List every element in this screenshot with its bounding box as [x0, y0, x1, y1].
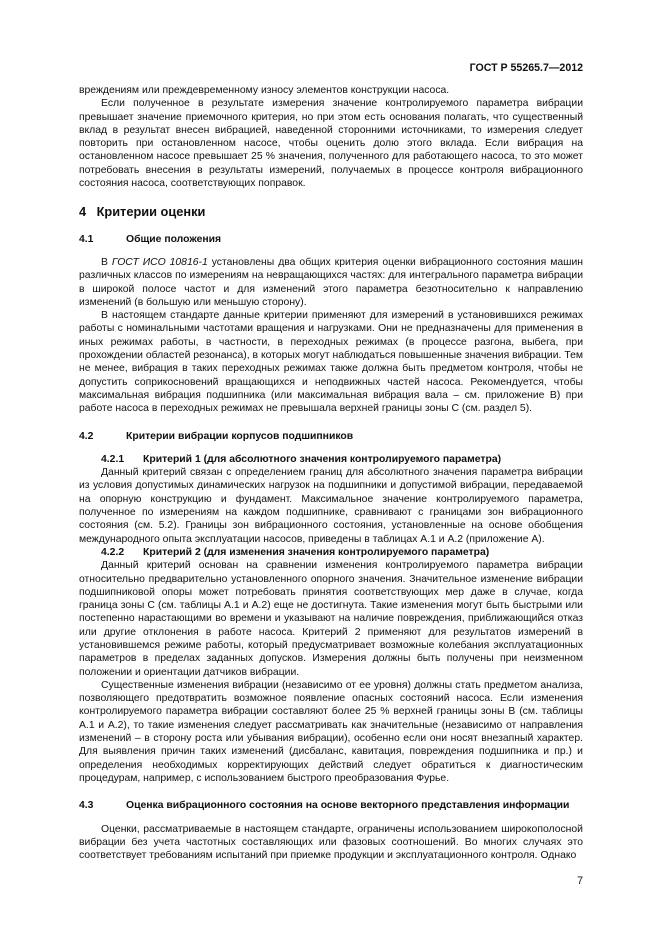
paragraph: вреждениям или преждевременному износу элементов конструкции насоса. — [79, 85, 450, 96]
paragraph: Существенные изменения вибрации (независимо от ее уровня) должны стать предметом анализа, позволяющего предотвратить возможное появление опасных состояний насоса. Если изменения контролируемого параметра вибрации составляют более 25 % верхней границы зоны В (см. таблицы А.1 и А.2), то такие изменения следует рассматривать как значительные (независимо от направления изменений – в сторону роста или убывания вибрации), особенно если они носят внезапный характер. Для выявления причин таких изменений (дисбаланс, кавитация, повреждения подшипника и пр.) и определения необходимых корректирующих действий следует обратиться к диагностическим процедурам, например, с использованием быстрого преобразования Фурье. — [79, 679, 583, 784]
section-number: 4 — [79, 204, 87, 220]
section-title: Общие положения — [126, 233, 222, 245]
section-heading-4 — [79, 205, 583, 218]
section-title: Оценка вибрационного состояния на основе векторного представления информации — [126, 800, 570, 812]
section-number: 4.2 — [79, 430, 94, 442]
subsection-heading-4-2 — [79, 430, 583, 443]
paragraph: Оценки, рассматриваемые в настоящем стандарте, ограничены использованием широкополосной вибрации без учета частотных составляющих или фазовых соотношений. Во многих случаях это соответствует требованиям испытаний при приемке продукции и эксплуатационного контроля. Однако — [79, 823, 583, 862]
paragraph: В ГОСТ ИСО 10816-1 установлены два общих критерия оценки вибрационного состояния машин различных классов по измерениям на невращающихся частях: для интегрального параметра вибрации в широкой полосе частот и для изменений этого параметра безотносительно к направлению изменений (в большую или меньшую сторону). — [79, 256, 583, 308]
subsection-heading-4-2-1 — [79, 453, 583, 466]
paragraph: Если полученное в результате измерения значение контролируемого параметра вибрации превышает значение приемочного критерия, но при этом есть основания полагать, что существенный вклад в результат внесен вибрацией, наведенной сторонними источниками, то измерения следует повторить при остановленном насосе, чтобы оценить долю этого вклада. Если вибрация на остановленном насосе превышает 25 % значения, полученного для работающего насоса, то это может потребовать внесения в результаты измерений, получаемых в процессе контроля вибрационного состояния насоса, соответствующих поправок. — [79, 98, 583, 190]
section-number: 4.2.2 — [101, 546, 125, 558]
subsection-heading-4-3 — [79, 799, 583, 812]
standard-reference: ГОСТ ИСО 10816-1 — [111, 256, 208, 268]
section-title: Критерии вибрации корпусов подшипников — [126, 430, 354, 442]
section-title: Критерии оценки — [96, 204, 206, 220]
page-number: 7 — [577, 875, 583, 887]
document-header: ГОСТ Р 55265.7—2012 — [469, 62, 583, 74]
paragraph: Данный критерий основан на сравнении изменения контролируемого параметра вибрации относительно предварительно установленного опорного значения. Значительное изменение вибрации подшипниковой опоры может потребовать принятия соответствующих мер даже в случае, когда граница зоны С (см. таблицы А.1 и А.2) еще не достигнута. Такие изменения могут быть быстрыми или постепенно нарастающими во времени и указывают на наличие повреждения, приближающийся отказ или другие отклонения в работе насоса. Критерий 2 применяют для результатов измерений в установившемся режиме работы, который предусматривает возможные колебания эксплуатационных параметров в пределах заданных допусков. Измерения должны быть получены при неизменном положении и ориентации датчиков вибрации. — [79, 560, 583, 678]
section-number: 4.2.1 — [101, 453, 125, 465]
section-number: 4.1 — [79, 233, 94, 245]
section-title: Критерий 1 (для абсолютного значения контролируемого параметра) — [143, 453, 502, 465]
section-number: 4.3 — [79, 800, 94, 812]
section-title: Критерий 2 (для изменения значения контролируемого параметра) — [143, 546, 490, 558]
paragraph: Данный критерий связан с определением границ для абсолютного значения параметра вибрации из условия допустимых динамических нагрузок на подшипники и допустимой вибрации, передаваемой на опорную конструкцию и фундамент. Максимальное значение контролируемого параметра, полученное по измерениям на каждом подшипнике, сравнивают с границами зон вибрационного состояния (см. 5.2). Границы зон вибрационного состояния, установленные на основе обобщения международного опыта эксплуатации насосов, приведены в таблицах А.1 и А.2 (приложение А). — [79, 467, 583, 545]
paragraph: В настоящем стандарте данные критерии применяют для измерений в установившихся режимах работы с номинальными частотами вращения и нагрузками. Они не предназначены для применения в иных режимах работы, в частности, в переходных режимах (в процессе разгона, выбега, при прохождении областей резонанса), в которых могут наблюдаться повышенные значения вибрации. Тем не менее, вибрация в таких переходных режимах также должна быть предметом контроля, чтобы не допустить соприкосновений вращающихся и неподвижных частей насоса. Рекомендуется, чтобы максимальная вибрация подшипника (или максимальная вибрация вала – см. приложение В) при работе насоса в переходных режимах не превышала верхней границы зоны С (см. раздел 5). — [79, 310, 583, 415]
document-body — [79, 84, 583, 862]
subsection-heading-4-2-2 — [79, 546, 583, 559]
subsection-heading-4-1 — [79, 233, 583, 246]
